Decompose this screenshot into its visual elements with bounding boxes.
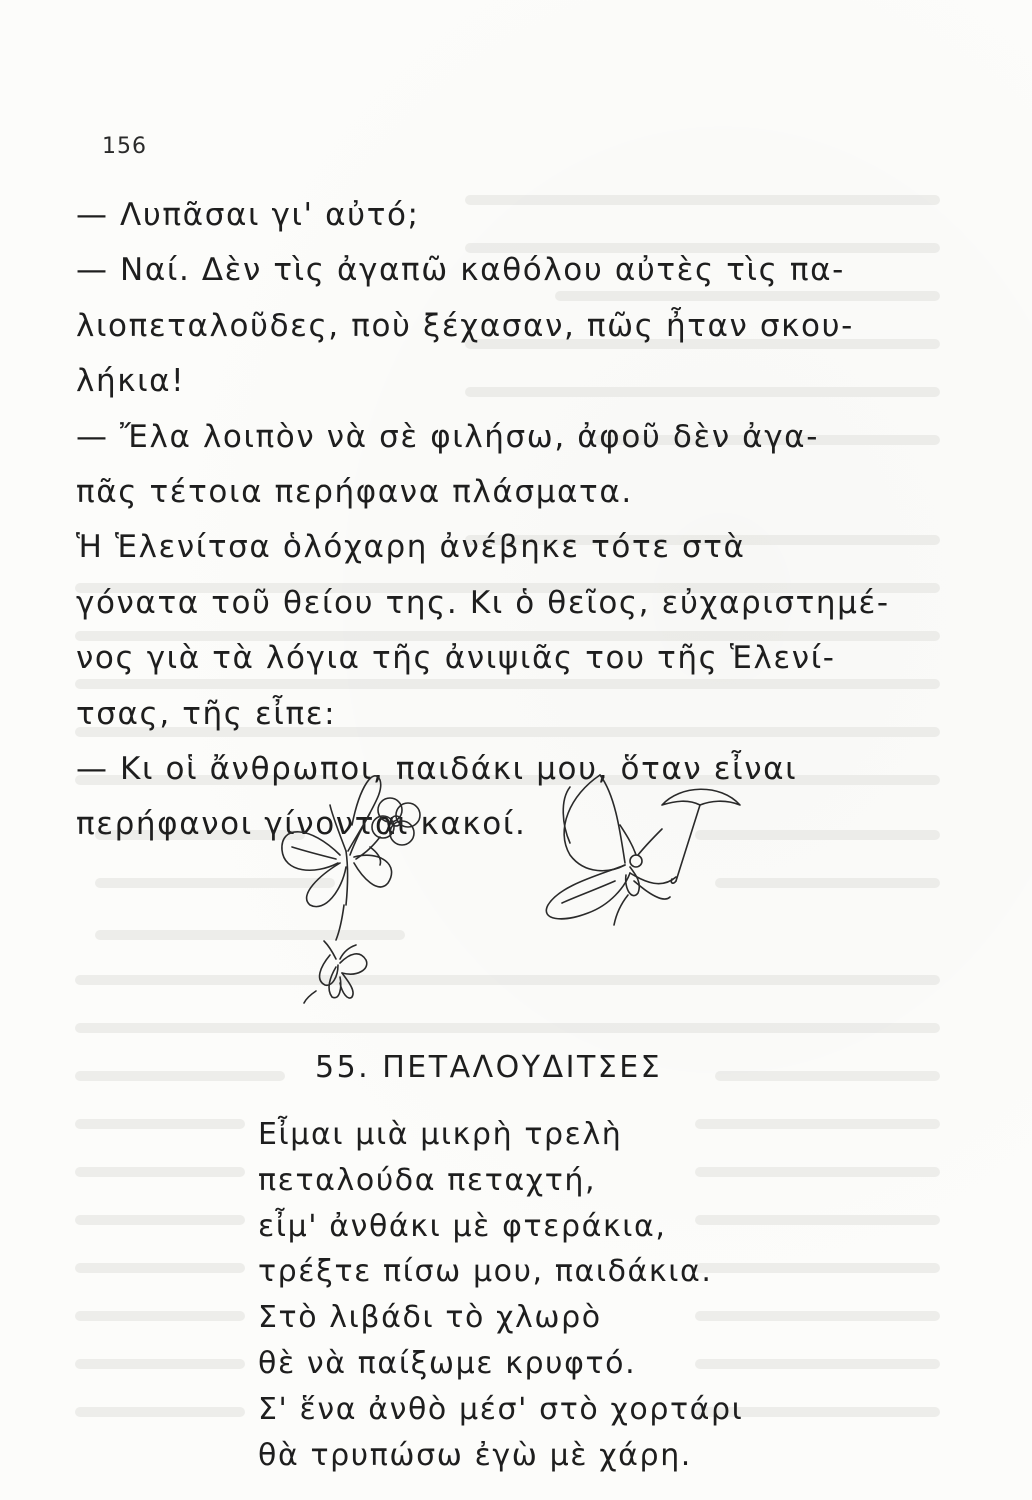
text-line: περήφανοι γίνονται κακοί. [76, 806, 527, 843]
text-line: — Ναί. Δὲν τὶς ἀγαπῶ καθόλου αὐτὲς τὶς πα- [76, 252, 845, 289]
poem-line: θὰ τρυπώσω ἐγὼ μὲ χάρη. [258, 1437, 692, 1473]
parasol-drawing [662, 789, 740, 883]
section-title: 55. ΠΕΤΑΛΟΥΔΙΤΣΕΣ [315, 1050, 663, 1085]
butterfly-small-drawing [304, 941, 367, 1003]
poem-line: θὲ νὰ παίξωμε κρυφτό. [258, 1345, 637, 1381]
page-number: 156 [102, 134, 147, 159]
poem-line: Σ' ἕνα ἀνθὸ μέσ' στὸ χορτάρι [258, 1391, 744, 1427]
text-line: — Κι οἱ ἄνθρωποι, παιδάκι μου, ὅταν εἶναι [76, 750, 798, 787]
poem-line: εἶμ' ἀνθάκι μὲ φτεράκια, [258, 1208, 667, 1244]
text-line: νος γιὰ τὰ λόγια τῆς ἀνιψιᾶς του τῆς Ἑλενί- [76, 640, 836, 677]
story-text [76, 188, 946, 853]
text-line: λήκια! [76, 363, 186, 400]
text-line: λιοπεταλοῦδες, ποὺ ξέχασαν, πῶς ἦταν σκου- [76, 307, 854, 344]
poem-line: Εἶμαι μιὰ μικρὴ τρελὴ [258, 1117, 623, 1152]
text-line: — Ἔλα λοιπὸν νὰ σὲ φιλήσω, ἀφοῦ δὲν ἀγα- [76, 418, 819, 455]
butterflies-illustration [270, 755, 750, 1015]
butterfly-right-drawing [546, 775, 676, 925]
text-line: — Λυπᾶσαι γι' αὐτό; [76, 197, 420, 233]
text-line: Ἡ Ἑλενίτσα ὁλόχαρη ἀνέβηκε τότε στὰ [76, 529, 746, 566]
text-line: πᾶς τέτοια περήφανα πλάσματα. [76, 473, 633, 510]
poem-line: Στὸ λιβάδι τὸ χλωρὸ [258, 1300, 602, 1336]
poem-line: πεταλούδα πεταχτή, [258, 1162, 597, 1198]
poem-line: τρέξτε πίσω μου, παιδάκια. [258, 1254, 713, 1290]
text-line: τσας, τῆς εἶπε: [76, 695, 337, 732]
text-line: γόνατα τοῦ θείου της. Κι ὁ θεῖος, εὐχαριστημέ- [76, 584, 890, 621]
poem-text [258, 1112, 858, 1478]
butterfly-left-drawing [282, 776, 392, 940]
